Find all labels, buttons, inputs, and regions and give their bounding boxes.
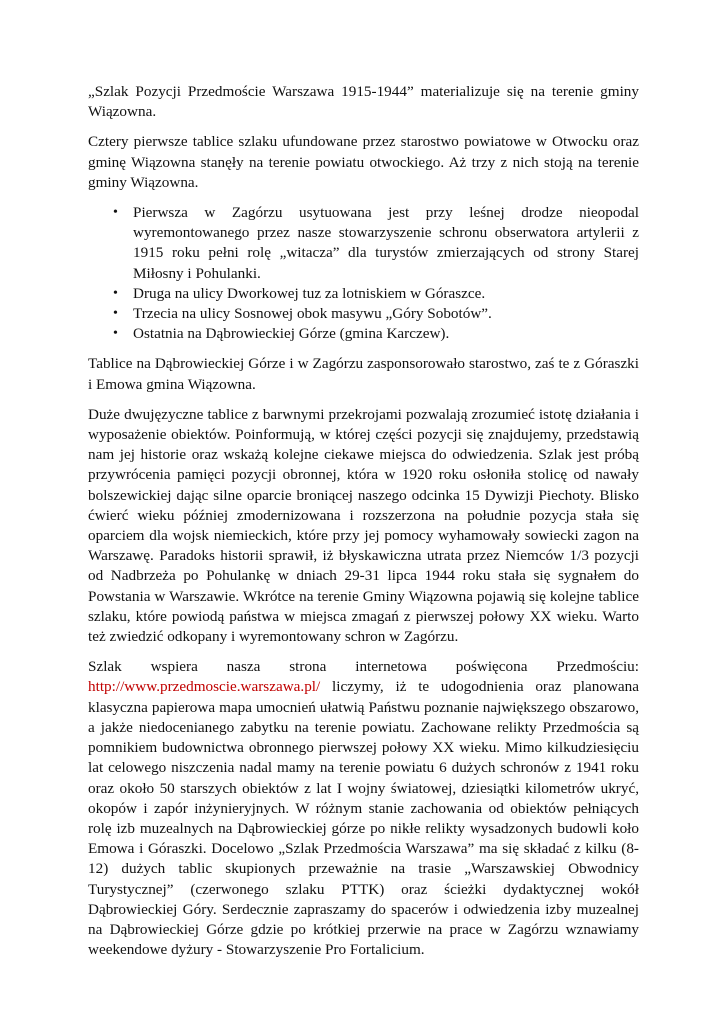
bullet-icon: • xyxy=(113,326,118,342)
list-item xyxy=(113,203,639,284)
website-intro-text: Szlak wspiera nasza strona internetowa poświęcona Przedmościu: xyxy=(88,658,639,676)
website-body-text: liczymy, iż te udogodnienia oraz planowana klasyczna papierowa mapa umocnień ułatwią Państwu poznanie największego obszarowo, a jakże niedocenianego zabytku na terenie powiatu. Zachowane relikty Przedmościa są pomnikiem budownictwa obronnego pierwszej połowy XX wieku. Mimo kilkudziesięciu lat celowego niszczenia nadal mamy na terenie powiatu 6 dużych schronów z 1941 roku oraz około 50 starszych obiektów z lat I wojny światowej, dziesiątki kilometrów ukryć, okopów i zapór inżynieryjnych. W różnym stanie zachowania od obiektów pełniących rolę izb muzealnych na Dąbrowieckiej górze po nikłe relikty wysadzonych budowli koło Emowa i Góraszki. Docelowo „Szlak Przedmościa Warszawa” ma się składać z kilku (8-12) dużych tablic skupionych przeważnie na trasie „Warszawskiej Obwodnicy Turystycznej” (czerwonego szlaku PTTK) oraz ścieżki dydaktycznej wokół Dąbrowieckiej Góry. Serdecznie zapraszamy do spacerów i odwiedzenia izby muzealnej na Dąbrowieckiej Górze gdzie po krótkiej przerwie na prace w Zagórzu wznawiamy weekendowe dyżury - Stowarzyszenie Pro Fortalicium. xyxy=(88,678,639,959)
list-item-text: Druga na ulicy Dworkowej tuz za lotniskiem w Góraszce. xyxy=(133,284,486,302)
document-body xyxy=(88,82,639,970)
bullet-icon: • xyxy=(113,306,118,322)
bullet-icon: • xyxy=(113,205,118,221)
list-item xyxy=(113,324,639,344)
list-item-text: Ostatnia na Dąbrowieckiej Górze (gmina Karczew). xyxy=(133,325,450,343)
boards-list xyxy=(88,203,639,344)
list-item xyxy=(113,304,639,324)
bullet-icon: • xyxy=(113,285,118,301)
history-paragraph: Duże dwujęzyczne tablice z barwnymi przekrojami pozwalają zrozumieć istotę działania i wyposażenie obiektów. Poinformują, w której części pozycji się znajdujemy, przedstawią nam jej historie oraz wskażą kolejne ciekawe miejsca do odwiedzenia. Szlak jest próbą przywrócenia pamięci pozycji obronnej, która w 1920 roku osłoniła stolicę od nawały bolszewickiej dając silne oparcie broniącej naszego odcinka 15 Dywizji Piechoty. Blisko ćwierć wieku później zmodernizowana i rozszerzona na południe pozycja stała się oparciem dla wojsk niemieckich, które przy jej pomocy wyhamowały sowiecki zagon na Warszawę. Paradoks historii sprawił, iż błyskawiczna utrata przez Niemców 1/3 pozycji od Nadbrzeża po Pohulankę w dniach 29-31 lipca 1944 roku stała się sygnałem do Powstania w Warszawie. Wkrótce na terenie Gminy Wiązowna pojawią się kolejne tablice szlaku, które powiodą państwa w miejsca zmagań z pierwszej połowy XX wieku. Warto też zwiedzić odkopany i wyremontowany schron w Zagórzu. xyxy=(88,405,639,646)
list-item xyxy=(113,284,639,304)
website-paragraph xyxy=(88,657,639,960)
list-item-text: Trzecia na ulicy Sosnowej obok masywu „Góry Sobotów”. xyxy=(133,305,492,323)
intro-paragraph: „Szlak Pozycji Przedmoście Warszawa 1915-1944” materializuje się na terenie gminy Wiązowna. xyxy=(88,83,639,121)
sponsors-paragraph: Tablice na Dąbrowieckiej Górze i w Zagórzu zasponsorowało starostwo, zaś te z Góraszki i Emowa gmina Wiązowna. xyxy=(88,355,639,393)
list-item-text: Pierwsza w Zagórzu usytuowana jest przy leśnej drodze nieopodal wyremontowanego przez nasze stowarzyszenie schronu obserwatora artylerii z 1915 roku pełni rolę „witacza” dla turystów zmierzających od strony Starej Miłosny i Pohulanki. xyxy=(133,204,639,282)
funding-paragraph: Cztery pierwsze tablice szlaku ufundowane przez starostwo powiatowe w Otwocku oraz gminę Wiązowna stanęły na terenie powiatu otwockiego. Aż trzy z nich stoją na terenie gminy Wiązowna. xyxy=(88,133,639,191)
website-link[interactable]: http://www.przedmoscie.warszawa.pl/ xyxy=(88,678,321,696)
